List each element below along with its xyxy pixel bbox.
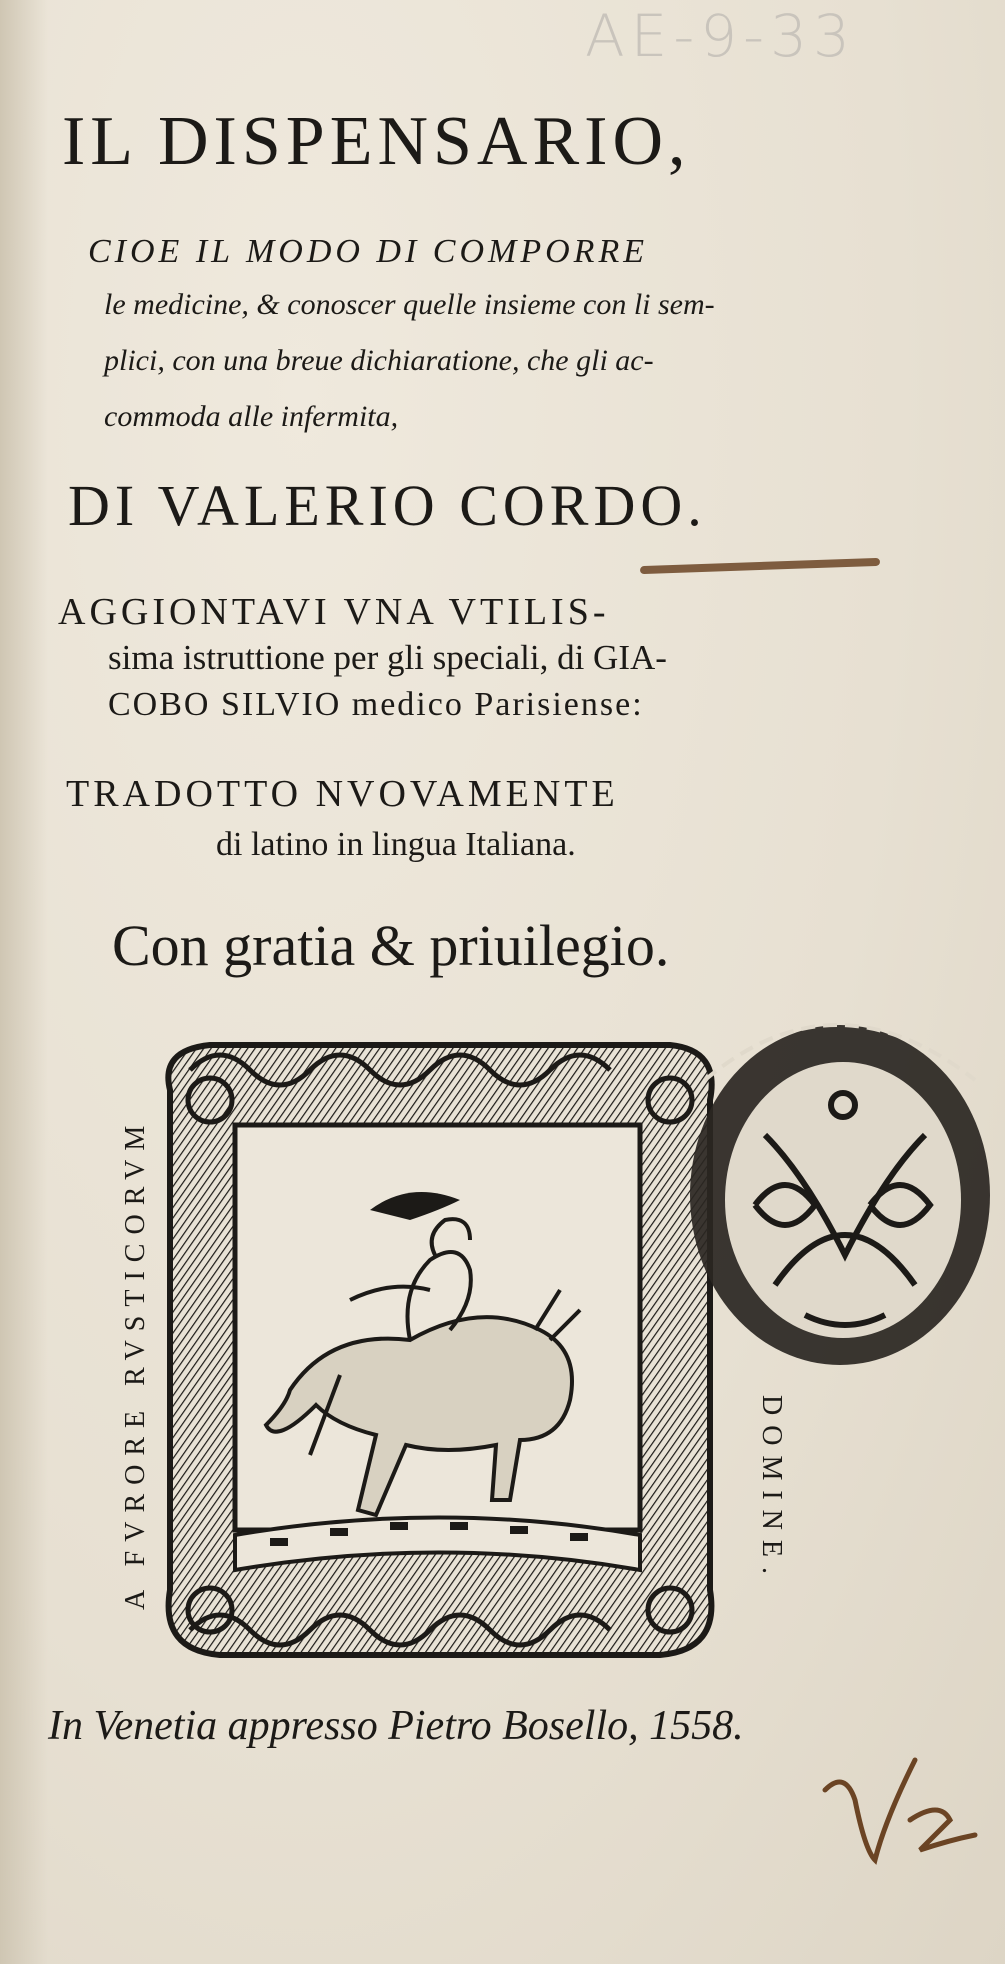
- translation-line-1: TRADOTTO NVOVAMENTE: [66, 773, 619, 815]
- library-stamp: [665, 985, 1005, 1385]
- ink-underline-annotation: [640, 558, 880, 574]
- addition-line-3: COBO SILVIO medico Parisiense:: [108, 686, 644, 723]
- imprint-line: In Venetia appresso Pietro Bosello, 1558.: [48, 1703, 744, 1749]
- book-title: IL DISPENSARIO,: [62, 103, 691, 180]
- handwritten-mark: [815, 1750, 985, 1880]
- subtitle-line-1: CIOE IL MODO DI COMPORRE: [88, 233, 648, 270]
- translation-line-2: di latino in lingua Italiana.: [216, 826, 576, 863]
- addition-line-2: sima istruttione per gli speciali, di GIA-: [108, 638, 667, 677]
- subtitle-line-3: plici, con una breue dichiaratione, che gli ac-: [104, 344, 654, 377]
- device-motto-right: DOMINE.: [756, 1395, 787, 1584]
- shelfmark-annotation: AE-9-33: [585, 2, 856, 70]
- privilege-line: Con gratia & priuilegio.: [112, 913, 670, 978]
- printers-device-woodcut: [150, 1030, 730, 1670]
- device-motto-left: A FVRORE RVSTICORVM: [120, 1116, 151, 1610]
- author-line: DI VALERIO CORDO.: [68, 473, 707, 538]
- addition-line-1: AGGIONTAVI VNA VTILIS-: [58, 591, 610, 633]
- subtitle-line-2: le medicine, & conoscer quelle insieme con li sem-: [104, 288, 715, 321]
- subtitle-line-4: commoda alle infermita,: [104, 400, 399, 433]
